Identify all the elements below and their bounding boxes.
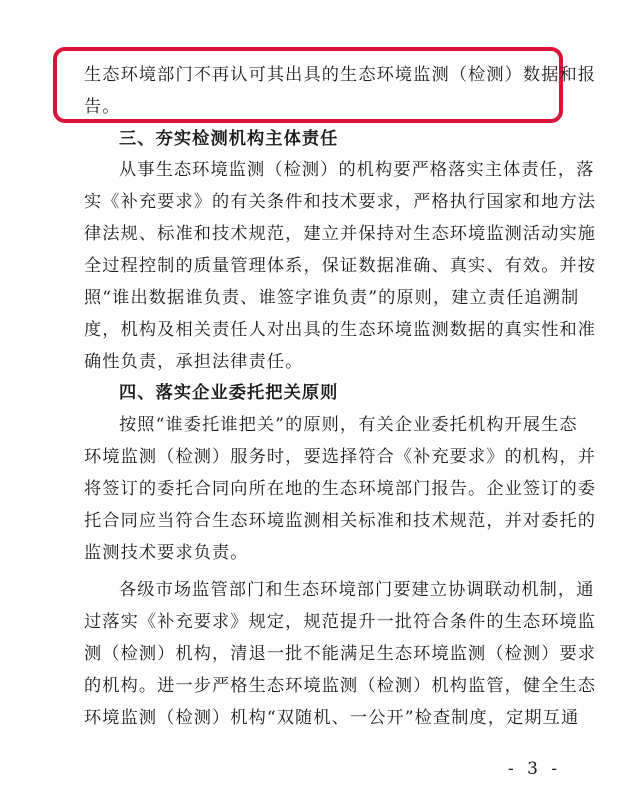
paragraph-line: 托合同应当符合生态环境监测相关标准和技术规范，并对委托的	[84, 511, 597, 531]
paragraph-line: 环境监测（检测）机构“双随机、一公开”检查制度，定期互通	[84, 708, 580, 728]
paragraph-line: 从事生态环境监测（检测）的机构要严格落实主体责任，落	[119, 160, 595, 180]
paragraph-line: 各级市场监管部门和生态环境部门要建立协调联动机制，通	[119, 580, 595, 600]
paragraph-line: 监测技术要求负责。	[84, 543, 249, 563]
paragraph-line: 实《补充要求》的有关条件和技术要求，严格执行国家和地方法	[84, 192, 597, 212]
paragraph-line: 律法规、标准和技术规范，建立并保持对生态环境监测活动实施	[84, 224, 597, 244]
paragraph-line: 按照“谁委托谁把关”的原则，有关企业委托机构开展生态	[119, 415, 578, 435]
page-number: - 3 -	[508, 759, 562, 779]
paragraph-line: 环境监测（检测）服务时，要选择符合《补充要求》的机构，并	[84, 447, 597, 467]
section-heading-4: 四、落实企业委托把关原则	[119, 383, 339, 403]
paragraph-line: 过落实《补充要求》规定，规范提升一批符合条件的生态环境监	[84, 612, 597, 632]
paragraph-line: 照“谁出数据谁负责、谁签字谁负责”的原则，建立责任追溯制	[84, 288, 580, 308]
paragraph-line: 全过程控制的质量管理体系，保证数据准确、真实、有效。并按	[84, 256, 597, 276]
paragraph-line: 的机构。进一步严格生态环境监测（检测）机构监管，健全生态	[84, 676, 597, 696]
paragraph-line: 测（检测）机构，清退一批不能满足生态环境监测（检测）要求	[84, 644, 597, 664]
highlighted-text-line: 告。	[84, 97, 121, 117]
paragraph-line: 确性负责，承担法律责任。	[84, 352, 304, 372]
paragraph-line: 将签订的委托合同向所在地的生态环境部门报告。企业签订的委	[84, 479, 597, 499]
paragraph-line: 度，机构及相关责任人对出具的生态环境监测数据的真实性和准	[84, 320, 597, 340]
highlighted-text-line: 生态环境部门不再认可其出具的生态环境监测（检测）数据和报	[84, 65, 597, 85]
section-heading-3: 三、夯实检测机构主体责任	[119, 129, 339, 149]
